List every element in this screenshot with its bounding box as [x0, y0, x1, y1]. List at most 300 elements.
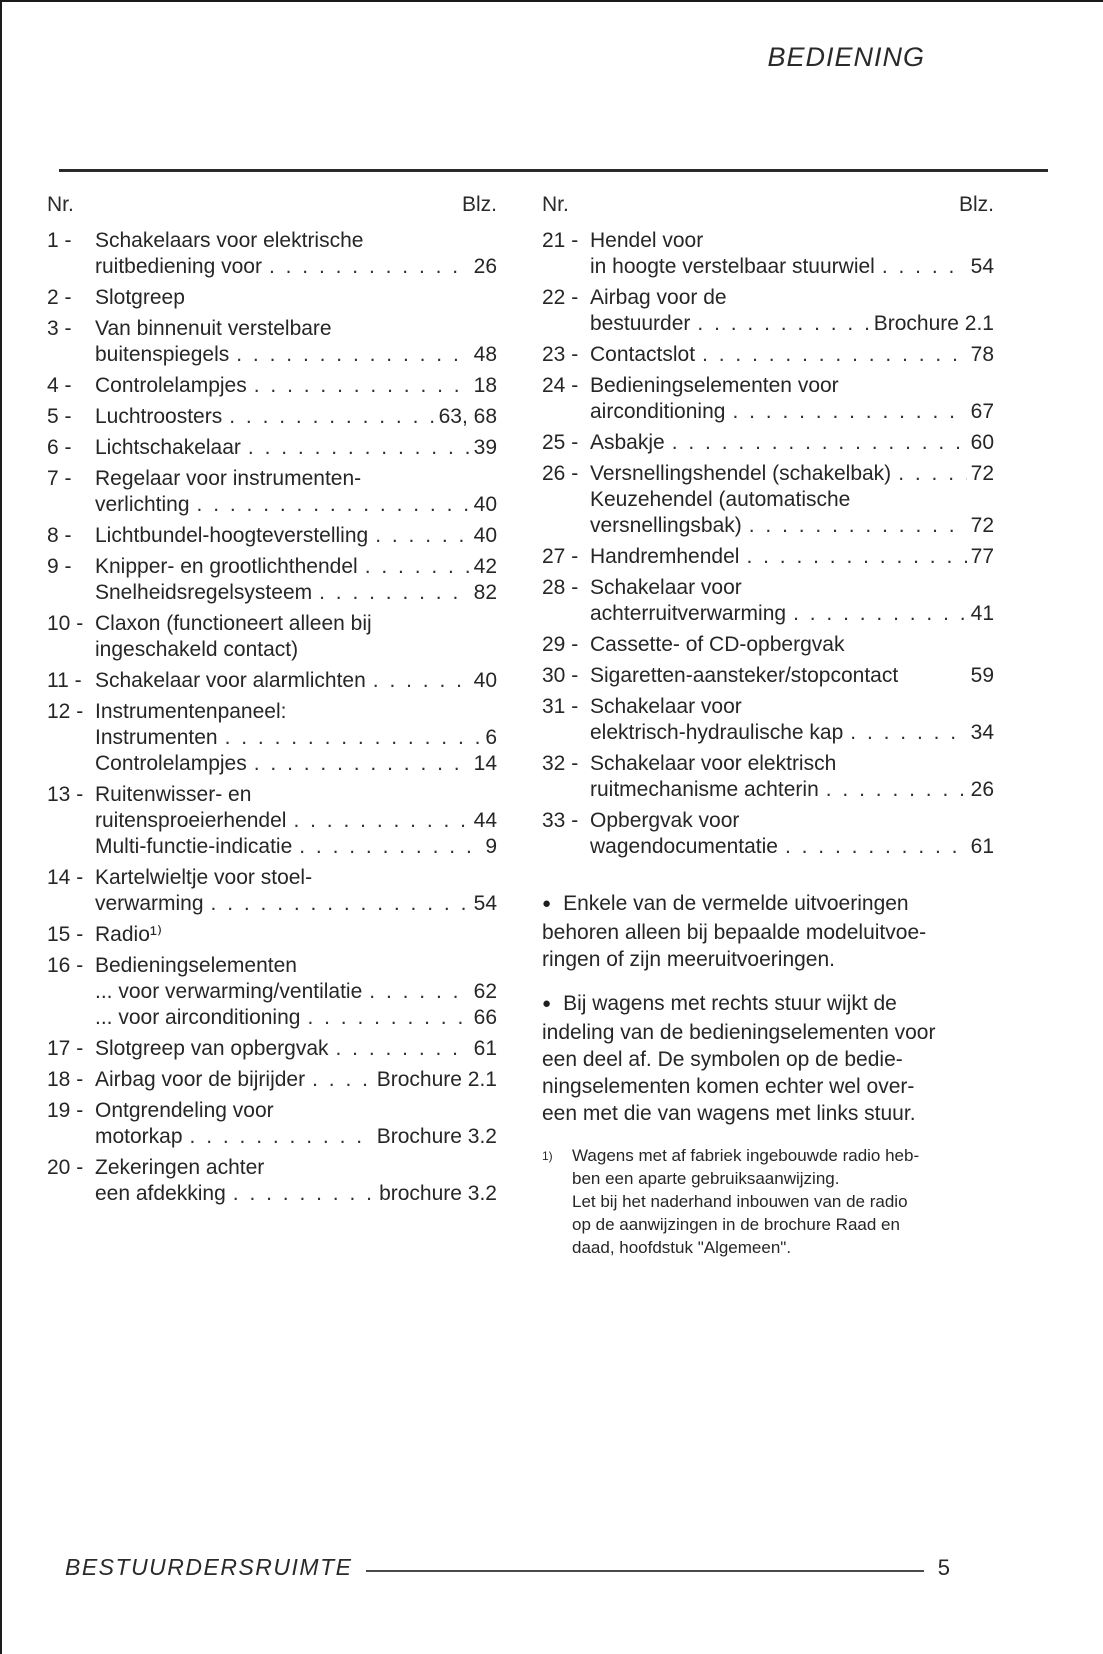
- toc-item-number: 27 -: [542, 545, 579, 568]
- page-header-title: BEDIENING: [767, 42, 925, 72]
- toc-item-lines: [590, 663, 994, 689]
- toc-line: [95, 891, 497, 917]
- toc-item-number: 1 -: [47, 229, 72, 252]
- toc-page-ref: 72: [970, 462, 994, 485]
- dot-leader: [898, 461, 966, 487]
- toc-item-lines: [590, 694, 994, 746]
- toc-page-ref: 62: [473, 980, 497, 1003]
- toc-page-ref: 39: [473, 436, 497, 459]
- toc-item-lines: [95, 373, 497, 399]
- toc-item: [47, 782, 497, 860]
- toc-item-number: 25 -: [542, 431, 579, 454]
- note-text: behoren alleen bij bepaalde modeluitvoe-: [542, 921, 927, 944]
- dot-leader: [293, 808, 469, 834]
- dot-leader: [746, 544, 966, 570]
- toc-item: [542, 461, 994, 539]
- toc-line: [95, 316, 497, 342]
- toc-page-ref: 40: [473, 669, 497, 692]
- toc-line: [590, 694, 994, 720]
- toc-item-lines: [95, 435, 497, 461]
- toc-entry-text: Slotgreep: [95, 286, 185, 309]
- toc-entry-text: in hoogte verstelbaar stuurwiel: [590, 255, 875, 278]
- toc-item-number: 20 -: [47, 1156, 84, 1179]
- toc-item-number: 26 -: [542, 462, 579, 485]
- toc-page-ref: 41: [970, 602, 994, 625]
- toc-entry-text: Versnellingshendel (schakelbak): [590, 462, 892, 485]
- toc-item: [47, 554, 497, 606]
- toc-item: [542, 544, 994, 570]
- toc-line: [95, 1181, 497, 1207]
- toc-entry-text: ruitensproeierhendel: [95, 809, 287, 832]
- note-line: [542, 946, 994, 973]
- toc-line: [95, 492, 497, 518]
- toc-item-number: 21 -: [542, 229, 579, 252]
- toc-entry-text: Lichtbundel-hoogteverstelling: [95, 524, 369, 547]
- toc-item: [47, 316, 497, 368]
- footer-section-title: BESTUURDERSRUIMTE: [65, 1554, 353, 1580]
- toc-page-ref: 72: [970, 514, 994, 537]
- toc-entry-text: Hendel voor: [590, 229, 704, 252]
- dot-leader: [672, 430, 967, 456]
- toc-item-lines: [95, 922, 497, 948]
- dot-leader: [254, 373, 470, 399]
- dot-leader: [233, 1181, 375, 1207]
- toc-column-right: [542, 192, 994, 1259]
- dot-leader: [373, 668, 470, 694]
- toc-entry-text: elektrisch-hydraulische kap: [590, 721, 844, 744]
- toc-entry-text: Schakelaar voor: [590, 695, 742, 718]
- toc-page-ref: 42: [473, 555, 497, 578]
- toc-item-number: 17 -: [47, 1037, 84, 1060]
- toc-entry-text: Snelheidsregelsysteem: [95, 581, 313, 604]
- toc-entry-text: bestuurder: [590, 312, 691, 335]
- toc-item-number: 2 -: [47, 286, 72, 309]
- toc-line: [590, 254, 994, 280]
- toc-entry-text: Lichtschakelaar: [95, 436, 241, 459]
- toc-item-lines: [590, 575, 994, 627]
- note-line: [542, 1046, 994, 1073]
- toc-line: [590, 228, 994, 254]
- toc-page-ref: 26: [473, 255, 497, 278]
- toc-item-number: 23 -: [542, 343, 579, 366]
- toc-item-lines: [590, 373, 994, 425]
- toc-column-left: [47, 192, 497, 1212]
- note-text: indeling van de bedieningselementen voor: [542, 1021, 936, 1044]
- toc-item-number: 14 -: [47, 866, 84, 889]
- blz-header-right: Blz.: [958, 193, 994, 216]
- toc-item: [542, 373, 994, 425]
- toc-entry-text: Schakelaars voor elektrische: [95, 229, 364, 252]
- toc-item-number: 8 -: [47, 524, 72, 547]
- toc-entry-text: Radio¹⁾: [95, 923, 163, 946]
- toc-line: [95, 285, 497, 311]
- toc-item-lines: [95, 466, 497, 518]
- toc-item-lines: [95, 668, 497, 694]
- toc-item: [47, 523, 497, 549]
- toc-line: [590, 663, 994, 689]
- toc-item-number: 18 -: [47, 1068, 84, 1091]
- toc-item-number: 15 -: [47, 923, 84, 946]
- dot-leader: [850, 720, 966, 746]
- note-text: ringen of zijn meeruitvoeringen.: [542, 948, 835, 971]
- footnote-marker: 1): [542, 1149, 553, 1163]
- dot-leader: [197, 492, 470, 518]
- toc-page-ref: 44: [473, 809, 497, 832]
- toc-item-lines: [590, 228, 994, 280]
- toc-page-ref: 26: [970, 778, 994, 801]
- toc-entry-text: Ruitenwisser- en: [95, 783, 252, 806]
- dot-leader: [248, 435, 470, 461]
- toc-page-ref: 14: [473, 752, 497, 775]
- note-line: [542, 1019, 994, 1046]
- toc-item-number: 10 -: [47, 612, 84, 635]
- toc-item: [542, 285, 994, 337]
- toc-entry-text: Bedieningselementen: [95, 954, 297, 977]
- toc-line: [95, 466, 497, 492]
- toc-page-ref: 61: [970, 835, 994, 858]
- dot-leader: [369, 979, 469, 1005]
- toc-line: [95, 953, 497, 979]
- note-text: een deel af. De symbolen op de bedie-: [542, 1048, 903, 1071]
- toc-item-lines: [95, 523, 497, 549]
- toc-page-ref: 67: [970, 400, 994, 423]
- toc-item: [47, 373, 497, 399]
- toc-line: [95, 782, 497, 808]
- toc-line: [95, 611, 497, 637]
- toc-item: [47, 435, 497, 461]
- bullet-icon: ●: [542, 895, 552, 912]
- column-header-left: [47, 192, 497, 218]
- toc-item: [47, 922, 497, 948]
- toc-line: [95, 865, 497, 891]
- footnote-line: daad, hoofdstuk "Algemeen".: [572, 1238, 792, 1257]
- toc-entry-text: Schakelaar voor elektrisch: [590, 752, 837, 775]
- footnote-body: [572, 1144, 994, 1259]
- toc-item: [542, 694, 994, 746]
- toc-item: [47, 611, 497, 663]
- dot-leader: [375, 523, 469, 549]
- toc-line: [590, 544, 994, 570]
- toc-item-number: 7 -: [47, 467, 72, 490]
- blz-header-left: Blz.: [461, 193, 497, 216]
- toc-item: [47, 228, 497, 280]
- toc-item-lines: [590, 430, 994, 456]
- dot-leader: [702, 342, 967, 368]
- note-paragraph: [542, 990, 994, 1127]
- toc-item-lines: [95, 1098, 497, 1150]
- toc-item-lines: [95, 1155, 497, 1207]
- toc-entry-text: Asbakje: [590, 431, 665, 454]
- dot-leader: [749, 513, 967, 539]
- toc-page-ref: 6: [485, 726, 497, 749]
- toc-entry-text: Cassette- of CD-opbergvak: [590, 633, 845, 656]
- toc-line: [95, 979, 497, 1005]
- toc-line: [95, 725, 497, 751]
- toc-page-ref: 48: [473, 343, 497, 366]
- toc-item: [542, 632, 994, 658]
- toc-item-lines: [590, 544, 994, 570]
- toc-entry-text: ruitbediening voor: [95, 255, 262, 278]
- toc-line: [95, 373, 497, 399]
- footnote-line: Let bij het naderhand inbouwen van de radio: [572, 1192, 908, 1211]
- toc-item: [47, 466, 497, 518]
- toc-item-number: 29 -: [542, 633, 579, 656]
- note-paragraph: [542, 890, 994, 973]
- toc-item: [47, 865, 497, 917]
- toc-entry-text: Ontgrendeling voor: [95, 1099, 274, 1122]
- toc-item: [47, 953, 497, 1031]
- toc-page-ref: 18: [473, 374, 497, 397]
- toc-line: [95, 554, 497, 580]
- toc-line: [590, 777, 994, 803]
- toc-item: [47, 699, 497, 777]
- toc-item-lines: [95, 228, 497, 280]
- note-text: een met die van wagens met links stuur.: [542, 1102, 916, 1125]
- toc-line: [95, 834, 497, 860]
- toc-line: [590, 311, 994, 337]
- toc-entry-text: Slotgreep van opbergvak: [95, 1037, 329, 1060]
- note-line: [542, 1073, 994, 1100]
- dot-leader: [269, 254, 470, 280]
- note-line: [542, 1100, 994, 1127]
- toc-entry-text: Bedieningselementen voor: [590, 374, 839, 397]
- toc-entry-text: achterruitverwarming: [590, 602, 787, 625]
- toc-page-ref: Brochure 3.2: [376, 1125, 497, 1148]
- toc-page-ref: 78: [970, 343, 994, 366]
- dot-leader: [793, 601, 967, 627]
- toc-items-left: [47, 228, 497, 1207]
- toc-line: [95, 751, 497, 777]
- toc-entry-text: Contactslot: [590, 343, 696, 366]
- toc-page-ref: 82: [473, 581, 497, 604]
- toc-page-ref: 40: [473, 493, 497, 516]
- footnote-line: op de aanwijzingen in de brochure Raad en: [572, 1215, 900, 1234]
- dot-leader: [882, 254, 967, 280]
- toc-item: [47, 404, 497, 430]
- toc-entry-text: wagendocumentatie: [590, 835, 778, 858]
- toc-item: [47, 1067, 497, 1093]
- toc-line: [95, 254, 497, 280]
- toc-entry-text: Airbag voor de bijrijder: [95, 1068, 306, 1091]
- toc-line: [95, 699, 497, 725]
- toc-entry-text: Regelaar voor instrumenten-: [95, 467, 362, 490]
- toc-entry-text: Keuzehendel (automatische: [590, 488, 851, 511]
- toc-line: [590, 575, 994, 601]
- toc-item: [542, 751, 994, 803]
- toc-item-number: 19 -: [47, 1099, 84, 1122]
- toc-item: [542, 808, 994, 860]
- toc-item: [542, 575, 994, 627]
- toc-line: [95, 1098, 497, 1124]
- toc-entry-text: buitenspiegels: [95, 343, 230, 366]
- toc-entry-text: Schakelaar voor: [590, 576, 742, 599]
- toc-entry-text: ... voor verwarming/ventilatie: [95, 980, 363, 1003]
- toc-line: [95, 1067, 497, 1093]
- toc-item-lines: [95, 953, 497, 1031]
- page-footer: [65, 1554, 950, 1581]
- toc-item-lines: [95, 699, 497, 777]
- toc-line: [95, 668, 497, 694]
- toc-line: [590, 342, 994, 368]
- toc-item-number: 4 -: [47, 374, 72, 397]
- toc-line: [590, 632, 994, 658]
- toc-item-lines: [590, 632, 994, 658]
- header-rule: [59, 169, 1048, 172]
- footer-rule: [366, 1570, 923, 1572]
- toc-line: [95, 1005, 497, 1031]
- toc-line: [590, 513, 994, 539]
- toc-line: [590, 373, 994, 399]
- toc-item-lines: [590, 285, 994, 337]
- dot-leader: [229, 404, 434, 430]
- toc-page-ref: 61: [473, 1037, 497, 1060]
- toc-item-lines: [95, 782, 497, 860]
- toc-entry-text: Instrumenten: [95, 726, 218, 749]
- column-header-right: [542, 192, 994, 218]
- toc-item: [542, 430, 994, 456]
- toc-item-lines: [95, 865, 497, 917]
- toc-page-ref: 9: [485, 835, 497, 858]
- toc-entry-text: airconditioning: [590, 400, 726, 423]
- toc-line: [590, 285, 994, 311]
- footnote-line: ben een aparte gebruiksaanwijzing.: [572, 1169, 840, 1188]
- toc-line: [95, 404, 497, 430]
- toc-item-number: 16 -: [47, 954, 84, 977]
- toc-entry-text: Claxon (functioneert alleen bij: [95, 612, 372, 635]
- toc-item-number: 28 -: [542, 576, 579, 599]
- dot-leader: [365, 554, 470, 580]
- toc-entry-text: Controlelampjes: [95, 752, 247, 775]
- toc-entry-text: Kartelwieltje voor stoel-: [95, 866, 313, 889]
- toc-entry-text: Airbag voor de: [590, 286, 727, 309]
- toc-item: [542, 342, 994, 368]
- toc-line: [590, 751, 994, 777]
- toc-item: [47, 1098, 497, 1150]
- toc-page-ref: 54: [473, 892, 497, 915]
- toc-item: [47, 668, 497, 694]
- toc-page-ref: 63, 68: [438, 405, 497, 428]
- toc-entry-text: Controlelampjes: [95, 374, 247, 397]
- toc-item-lines: [590, 342, 994, 368]
- toc-item-number: 3 -: [47, 317, 72, 340]
- toc-entry-text: versnellingsbak): [590, 514, 742, 537]
- dot-leader: [190, 1124, 373, 1150]
- note-text: ningselementen komen echter wel over-: [542, 1075, 915, 1098]
- toc-entry-text: Knipper- en grootlichthendel: [95, 555, 358, 578]
- toc-item-number: 24 -: [542, 374, 579, 397]
- page-number: 5: [937, 1554, 950, 1580]
- toc-line: [95, 435, 497, 461]
- toc-line: [590, 461, 994, 487]
- dot-leader: [236, 342, 469, 368]
- toc-item: [47, 285, 497, 311]
- toc-entry-text: Zekeringen achter: [95, 1156, 265, 1179]
- toc-page-ref: 54: [970, 255, 994, 278]
- dot-leader: [826, 777, 967, 803]
- footnote-line: Wagens met af fabriek ingebouwde radio heb-: [572, 1146, 920, 1165]
- toc-item-lines: [95, 554, 497, 606]
- note-text: Bij wagens met rechts stuur wijkt de: [563, 992, 897, 1015]
- dot-leader: [299, 834, 481, 860]
- toc-line: [95, 922, 497, 948]
- note-line: [542, 919, 994, 946]
- toc-line: [590, 399, 994, 425]
- toc-entry-text: Sigaretten-aansteker/stopcontact: [590, 664, 899, 687]
- toc-entry-text: Luchtroosters: [95, 405, 223, 428]
- dot-leader: [319, 580, 470, 606]
- toc-item-number: 22 -: [542, 286, 579, 309]
- toc-entry-text: Multi-functie-indicatie: [95, 835, 293, 858]
- toc-item-number: 12 -: [47, 700, 84, 723]
- toc-entry-text: Handremhendel: [590, 545, 740, 568]
- toc-item-lines: [590, 751, 994, 803]
- toc-item-lines: [590, 808, 994, 860]
- toc-page-ref: brochure 3.2: [379, 1182, 497, 1205]
- toc-entry-text: ... voor airconditioning: [95, 1006, 301, 1029]
- dot-leader: [732, 399, 966, 425]
- dot-leader: [254, 751, 470, 777]
- toc-entry-text: Schakelaar voor alarmlichten: [95, 669, 366, 692]
- toc-entry-text: Opbergvak voor: [590, 809, 740, 832]
- toc-line: [590, 430, 994, 456]
- toc-line: [95, 1155, 497, 1181]
- notes-section: [542, 890, 994, 1127]
- toc-page-ref: 34: [970, 721, 994, 744]
- note-line: [542, 890, 994, 919]
- toc-item-number: 33 -: [542, 809, 579, 832]
- toc-item-lines: [590, 461, 994, 539]
- toc-line: [95, 228, 497, 254]
- bullet-icon: ●: [542, 995, 552, 1012]
- toc-line: [95, 580, 497, 606]
- nr-header-left: Nr.: [47, 193, 74, 216]
- toc-item-lines: [95, 285, 497, 311]
- toc-item: [542, 663, 994, 689]
- toc-item-lines: [95, 611, 497, 663]
- toc-line: [590, 487, 994, 513]
- toc-line: [590, 601, 994, 627]
- dot-leader: [312, 1067, 373, 1093]
- toc-page-ref: Brochure 2.1: [873, 312, 994, 335]
- dot-leader: [336, 1036, 470, 1062]
- toc-line: [95, 808, 497, 834]
- toc-entry-text: verlichting: [95, 493, 190, 516]
- dot-leader: [697, 311, 869, 337]
- toc-entry-text: Instrumentenpaneel:: [95, 700, 287, 723]
- footnote: [542, 1144, 994, 1259]
- toc-page-ref: 66: [473, 1006, 497, 1029]
- toc-entry-text: ingeschakeld contact): [95, 638, 299, 661]
- toc-entry-text: ruitmechanisme achterin: [590, 778, 819, 801]
- toc-entry-text: Van binnenuit verstelbare: [95, 317, 332, 340]
- toc-item-lines: [95, 404, 497, 430]
- toc-items-right: [542, 228, 994, 860]
- toc-item: [47, 1155, 497, 1207]
- toc-page-ref: 77: [970, 545, 994, 568]
- toc-item-lines: [95, 1067, 497, 1093]
- dot-leader: [785, 834, 967, 860]
- toc-item-number: 5 -: [47, 405, 72, 428]
- toc-item-lines: [95, 316, 497, 368]
- toc-entry-text: verwarming: [95, 892, 204, 915]
- toc-line: [95, 1036, 497, 1062]
- toc-page-ref: 40: [473, 524, 497, 547]
- toc-entry-text: motorkap: [95, 1125, 183, 1148]
- toc-item-number: 13 -: [47, 783, 84, 806]
- toc-line: [95, 342, 497, 368]
- note-line: [542, 990, 994, 1019]
- toc-page-ref: Brochure 2.1: [376, 1068, 497, 1091]
